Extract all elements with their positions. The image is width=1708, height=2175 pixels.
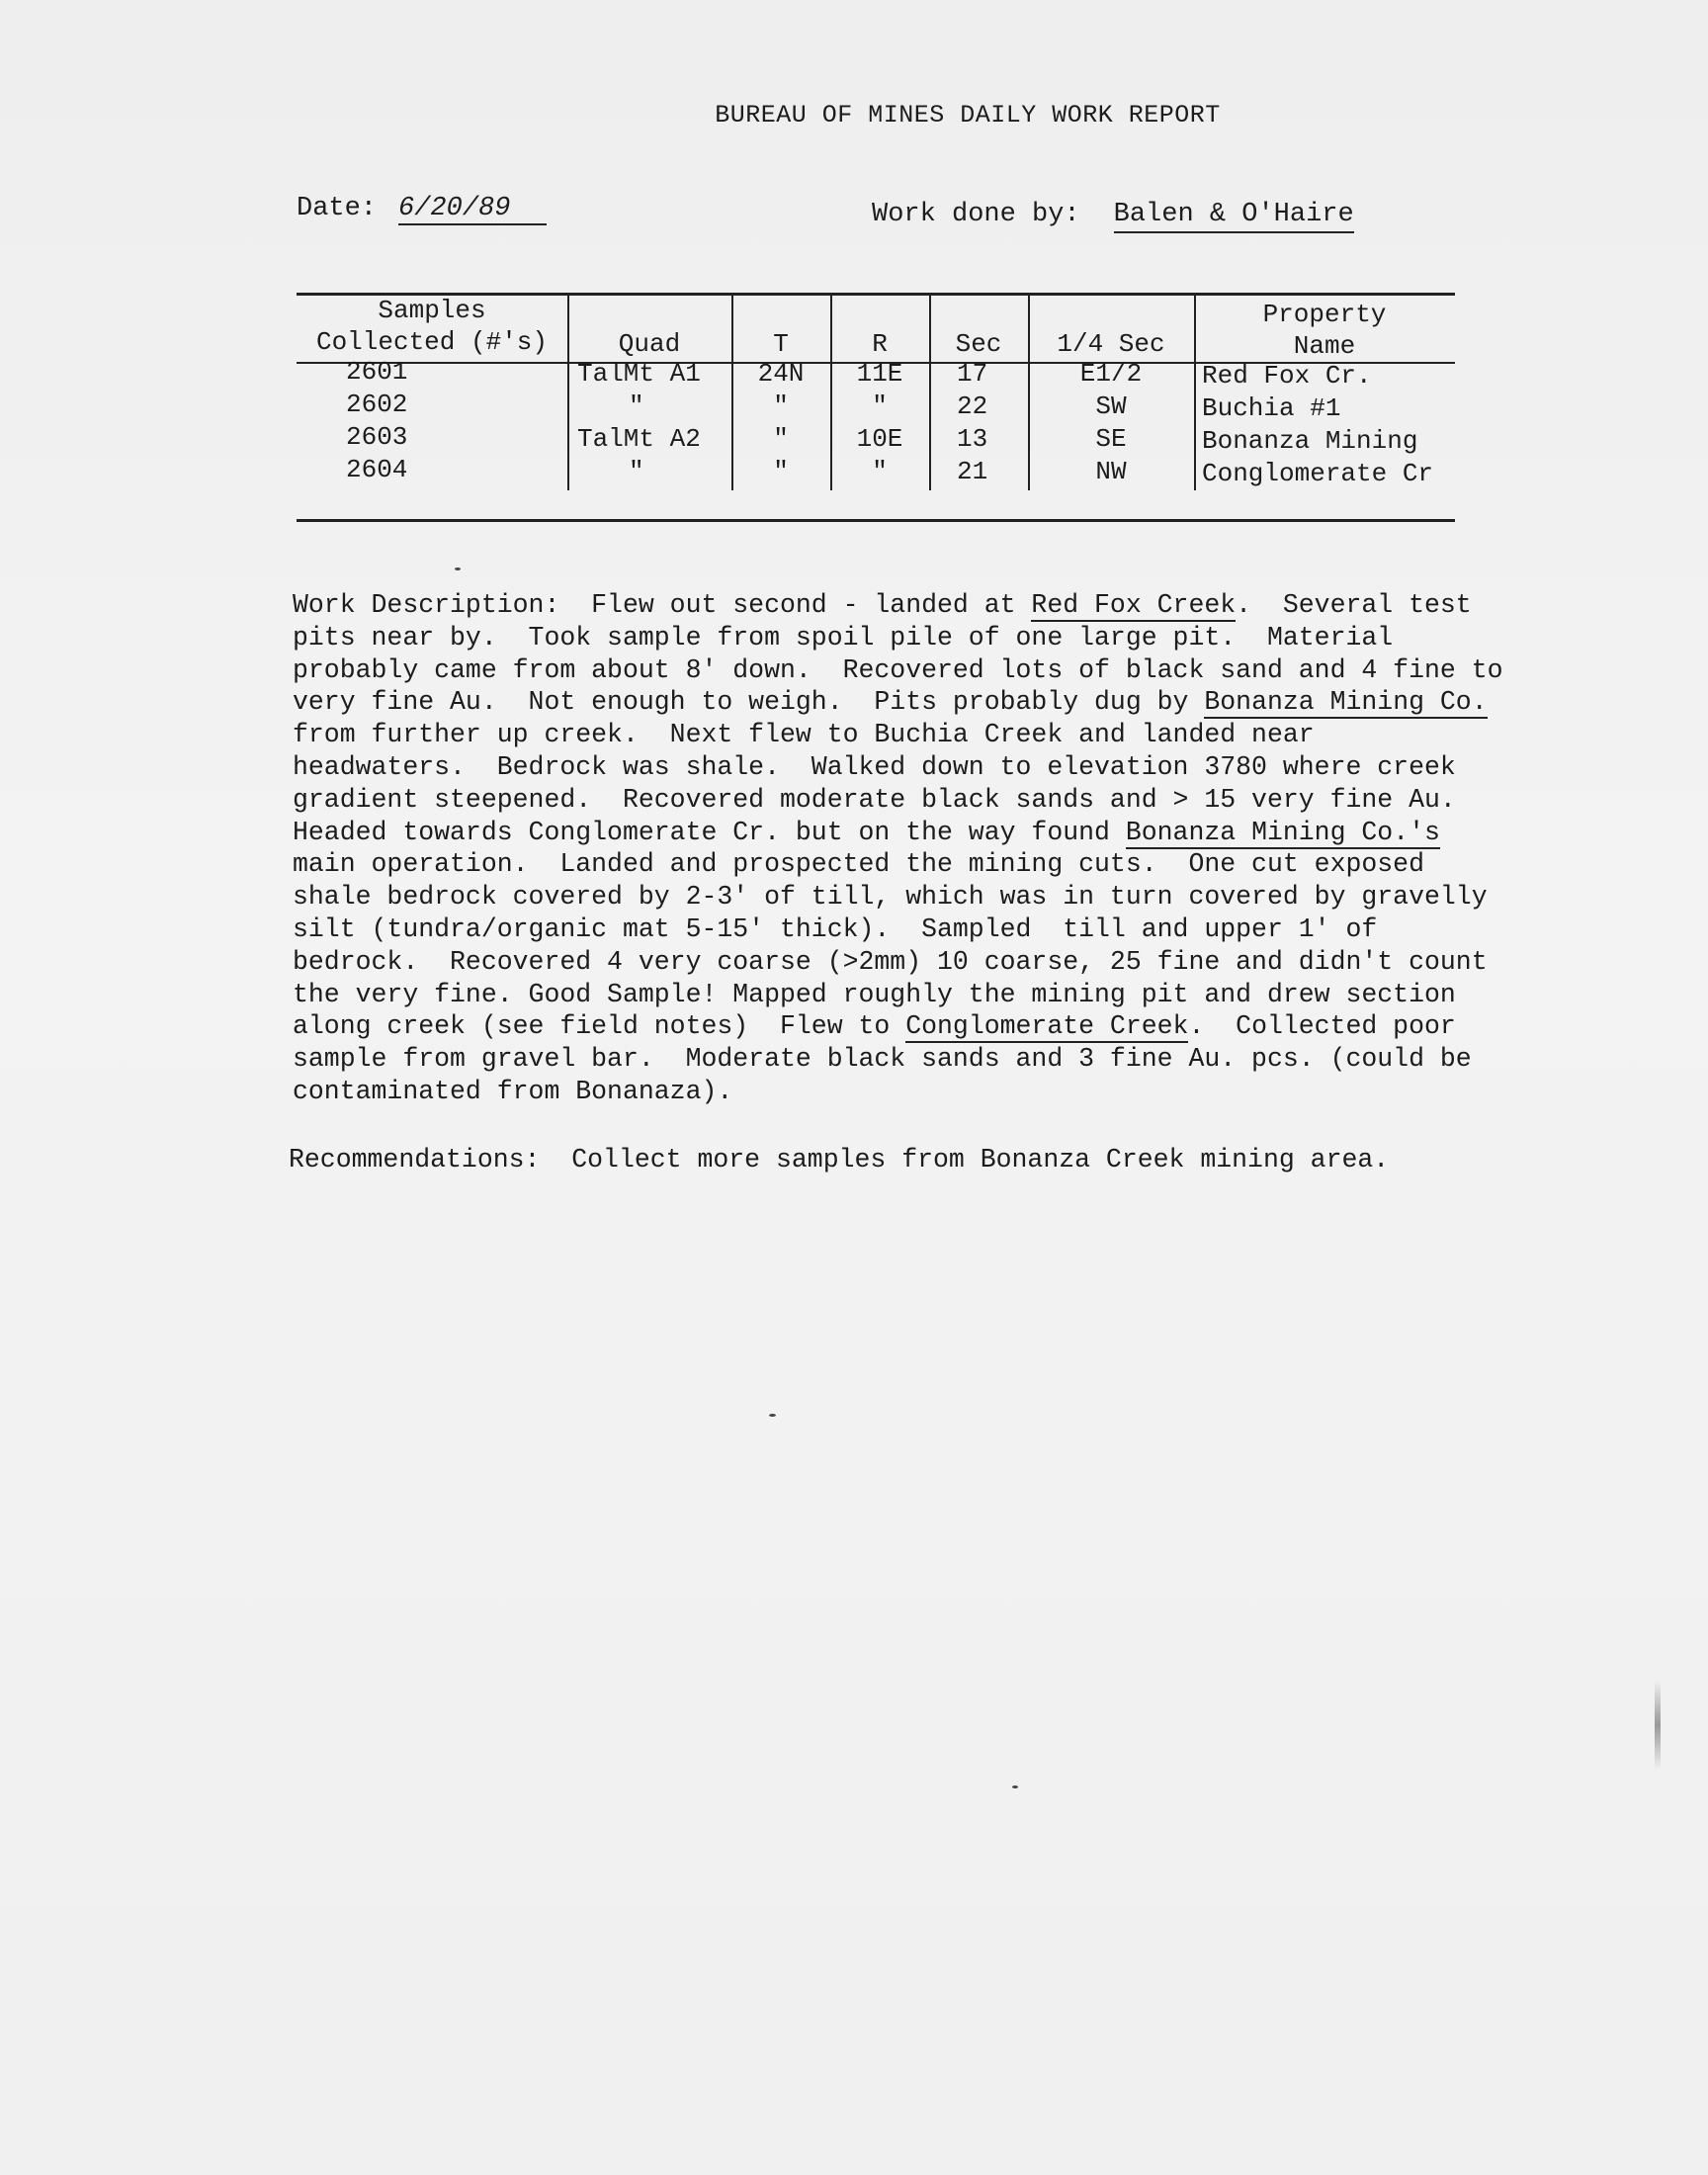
text-run: Headed towards Conglomerate Cr. but on the way found (293, 817, 1126, 847)
cell-t: " (773, 457, 789, 486)
date-value: 6/20/89 (398, 194, 547, 225)
cell-r: 10E (856, 424, 903, 454)
underlined-company-name: Bonanza Mining Co. (1204, 687, 1488, 718)
work-description-line (293, 687, 1488, 719)
cell-sec: 21 (957, 457, 988, 486)
cell-quad: TalMt A1 (577, 359, 701, 389)
work-description-line: headwaters. Bedrock was shale. Walked down to elevation 3780 where creek (293, 751, 1456, 782)
text-run: Work Description: Flew out second - landed at (293, 590, 1032, 620)
work-description-line: silt (tundra/organic mat 5-15' thick). Sampled till and upper 1' of (293, 914, 1378, 944)
work-description-line: gradient steepened. Recovered moderate black sands and > 15 very fine Au. (293, 784, 1456, 815)
work-description-line: shale bedrock covered by 2-3' of till, which was in turn covered by gravelly (293, 882, 1488, 913)
header-samples-line1: Samples (378, 296, 486, 325)
work-description (293, 589, 1578, 1108)
text-run: very fine Au. Not enough to weigh. Pits probably dug by (293, 687, 1205, 718)
cell-sec: 13 (957, 424, 988, 454)
cell-t: " (773, 392, 789, 421)
cell-t: 24N (757, 359, 805, 389)
cell-sec: 17 (957, 359, 988, 389)
cell-r: " (872, 457, 888, 486)
scan-edge-mark (1655, 1681, 1661, 1770)
work-description-line: bedrock. Recovered 4 very coarse (>2mm) 10 coarse, 25 fine and didn't count (293, 946, 1488, 977)
work-description-line (293, 818, 1440, 849)
header-property-line1: Property (1262, 300, 1387, 329)
cell-sample: 2602 (346, 390, 408, 419)
cell-sec: 22 (957, 392, 988, 421)
cell-r: 11E (856, 359, 903, 389)
header-quad: Quad (618, 329, 681, 359)
cell-quad: " (629, 457, 644, 486)
scan-speck (1012, 1785, 1018, 1788)
work-done-by-field (872, 200, 1354, 229)
cell-quad: TalMt A2 (577, 424, 701, 454)
cell-sample: 2604 (346, 455, 408, 484)
work-description-line: contaminated from Bonanaza). (293, 1076, 733, 1106)
cell-quarter-sec: E1/2 (1079, 359, 1143, 389)
work-description-line: pits near by. Took sample from spoil pile of one large pit. Material (293, 622, 1394, 652)
column-divider (929, 293, 931, 490)
cell-r: " (872, 392, 888, 421)
header-samples-line2: Collected (#'s) (315, 327, 549, 357)
work-description-line: sample from gravel bar. Moderate black sands and 3 fine Au. pcs. (could be (293, 1044, 1472, 1075)
cell-sample: 2603 (346, 422, 408, 452)
cell-quad: " (629, 392, 644, 421)
cell-property: Red Fox Cr. (1202, 361, 1372, 391)
samples-table (297, 293, 1455, 524)
cell-quarter-sec: SW (1095, 392, 1127, 421)
column-divider (567, 293, 569, 490)
work-description-line: from further up creek. Next flew to Buchia Creek and landed near (293, 720, 1315, 750)
work-done-by-label: Work done by: (872, 200, 1080, 229)
cell-property: Buchia #1 (1202, 393, 1341, 423)
work-description-line: probably came from about 8' down. Recovered lots of black sand and 4 fine to (293, 654, 1503, 685)
report-title: BUREAU OF MINES DAILY WORK REPORT (715, 101, 1221, 130)
underlined-place-name: Conglomerate Creek (905, 1011, 1189, 1042)
cell-property: Conglomerate Cr (1202, 459, 1434, 488)
work-description-line (293, 1011, 1456, 1043)
header-quarter-sec: 1/4 Sec (1057, 329, 1165, 359)
text-run: . Several test (1236, 590, 1472, 620)
header-t: T (773, 329, 789, 359)
work-description-line: main operation. Landed and prospected the mining cuts. One cut exposed (293, 849, 1424, 880)
recommendations: Recommendations: Collect more samples from Bonanza Creek mining area. (289, 1145, 1390, 1174)
text-run: along creek (see field notes) Flew to (293, 1011, 906, 1042)
work-description-line (293, 590, 1472, 622)
scan-speck (455, 567, 461, 570)
cell-sample: 2601 (346, 357, 408, 387)
header-r: R (872, 329, 888, 359)
cell-quarter-sec: SE (1095, 424, 1127, 454)
scan-speck (769, 1414, 776, 1417)
header-property-line2: Name (1293, 331, 1356, 361)
work-description-line: the very fine. Good Sample! Mapped roughly the mining pit and drew section (293, 979, 1456, 1009)
text-run: . Collected poor (1188, 1011, 1456, 1042)
work-done-by-value: Balen & O'Haire (1114, 200, 1354, 233)
underlined-place-name: Red Fox Creek (1031, 590, 1237, 620)
cell-quarter-sec: NW (1095, 457, 1127, 486)
date-field (297, 194, 547, 225)
underlined-company-name: Bonanza Mining Co.'s (1125, 817, 1440, 847)
cell-t: " (773, 424, 789, 454)
table-bottom-rule (297, 519, 1455, 522)
header-sec: Sec (955, 329, 1002, 359)
cell-property: Bonanza Mining (1202, 426, 1418, 456)
date-label: Date: (297, 194, 378, 223)
